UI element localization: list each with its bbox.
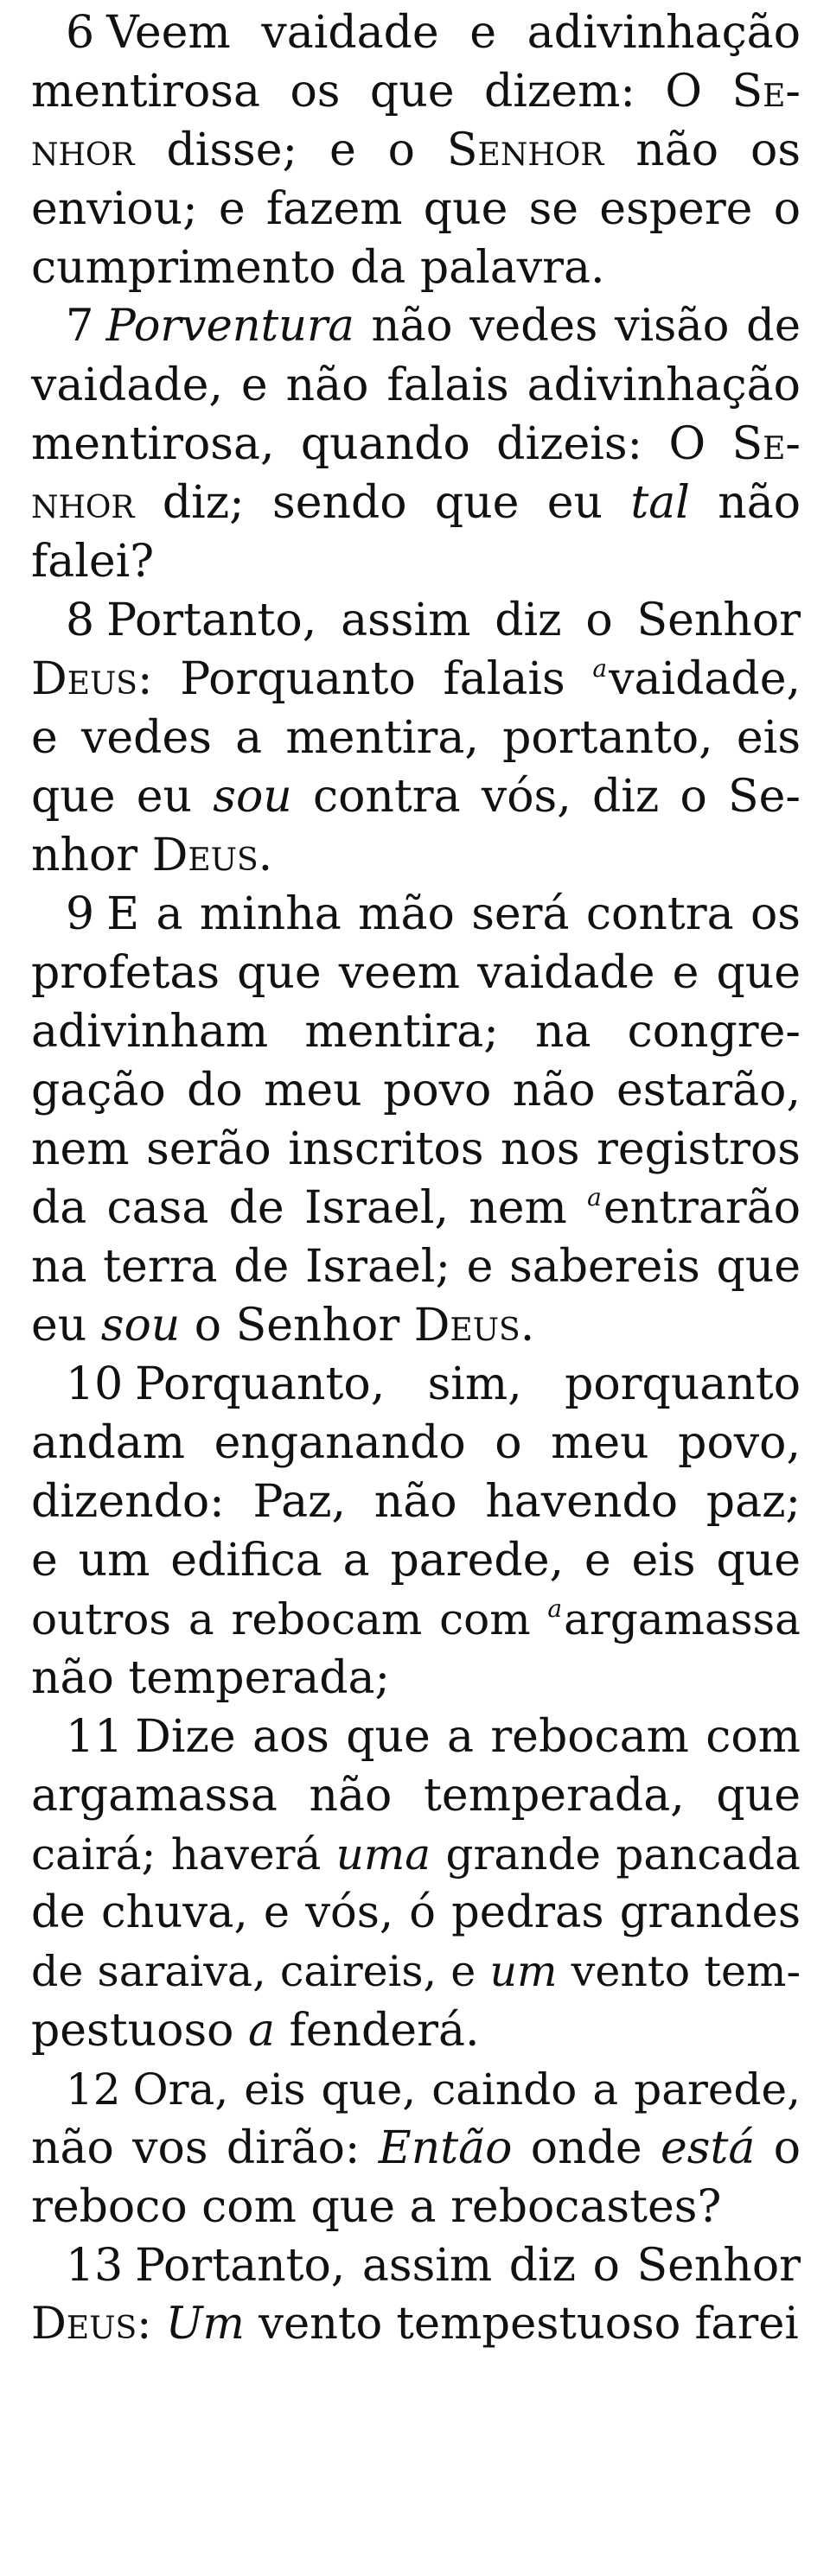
verse-number: 7 [66,301,94,352]
verse-text: não temperada; [31,1652,391,1704]
verse-text: contra vós, diz o Se- [291,771,801,823]
footnote-marker[interactable]: a [547,1594,563,1623]
verse-line [31,1766,801,1825]
verse-text: Senhor [446,124,604,176]
verse-line [31,62,801,121]
verse-text: outros a rebocam com [31,1594,548,1644]
verse-text: eu [31,1300,101,1352]
verse-text: vento tem- [557,1947,801,1996]
verse-text: Se- [731,418,801,470]
verse-line [31,1002,801,1061]
verse-text: sou [100,1300,181,1352]
verse-line [31,1590,801,1649]
verse-line [31,3,801,62]
verse-7 [31,297,801,591]
verse-line [31,1414,801,1472]
verse-13 [31,2236,801,2354]
verse-text: o [755,2122,801,2174]
verse-text: o Senhor [180,1300,414,1352]
verse-text: diz; sendo que eu [134,477,631,529]
footnote-marker[interactable]: a [592,654,608,683]
verse-line [31,1531,801,1590]
verse-line [31,2178,801,2236]
verse-text: dizendo: Paz, não havendo paz; [31,1476,801,1528]
verse-text: pestuoso [31,2005,248,2057]
verse-text: E a minha mão será contra os [106,888,801,940]
verse-text: nhor [31,830,152,881]
verse-line [31,532,801,591]
verse-line [31,591,801,650]
verse-text: não [689,477,801,529]
verse-text: disse; e o [134,124,447,176]
verse-line [31,1708,801,1766]
verse-text: fenderá. [274,2005,480,2057]
verse-text: Portanto, assim diz o Senhor [135,2240,801,2292]
verse-line [31,1061,801,1120]
verse-text: vaidade, [609,653,801,705]
verse-text: cairá; haverá [31,1829,336,1880]
verse-text: grande pancada [431,1829,801,1880]
verse-9 [31,885,801,1355]
verse-line [31,1237,801,1296]
verse-line [31,2001,801,2060]
verse-text: argamassa [564,1594,801,1644]
verse-text: Deus [151,830,259,881]
verse-number: 12 [66,2064,121,2115]
verse-line [31,474,801,532]
verse-text: mentirosa os que dizem: O [31,66,732,118]
verse-text: Um [165,2299,245,2350]
verse-line [31,709,801,767]
verse-line [31,650,801,709]
verse-11 [31,1708,801,2060]
verse-10 [31,1355,801,1708]
verse-text: gação do meu povo não estarão, [31,1065,801,1116]
verse-line [31,1649,801,1708]
verse-text: : Porquanto falais [137,653,593,705]
verse-text: Deus [413,1300,520,1352]
verse-line [31,356,801,415]
verse-text: na terra de Israel; e sabereis que [31,1241,801,1293]
verse-text: cumprimento da palavra. [31,242,605,294]
verse-text: e vedes a mentira, portanto, eis [31,712,801,764]
verse-text: da casa de Israel, nem [31,1182,588,1234]
verse-text: argamassa não temperada, que [31,1770,801,1822]
verse-line [31,180,801,239]
verse-text: nhor [31,124,135,176]
verse-text: . [258,830,273,881]
verse-line [31,415,801,474]
verse-line [31,885,801,944]
verse-line [31,1825,801,1884]
verse-text: nem serão inscritos nos registros [31,1123,801,1175]
verse-text: que eu [31,771,214,823]
verse-text: de saraiva, caireis, e [31,1947,490,1996]
verse-line [31,2119,801,2178]
verse-text: Veem vaidade e adivinhação [106,7,801,59]
verse-line [31,826,801,885]
verse-line [31,121,801,180]
verse-line [31,1355,801,1414]
verse-text: . [520,1300,535,1352]
verse-text: está [661,2122,756,2174]
verse-text: reboco com que a rebocastes? [31,2181,722,2233]
verse-text: Se- [731,66,801,118]
verse-text: profetas que veem vaidade e que [31,947,801,999]
verse-line [31,1472,801,1531]
verse-12 [31,2060,801,2236]
verse-text: adivinham mentira; na congre- [31,1006,801,1058]
verse-text: a [247,2005,275,2057]
verse-text: : [137,2299,166,2350]
verse-text: uma [335,1829,431,1880]
verse-text: entrarão [603,1182,801,1234]
verse-text: Deus [31,653,137,705]
verse-number: 11 [66,1711,124,1763]
verse-text: Então [378,2122,513,2174]
verse-6 [31,3,801,297]
verse-line [31,1179,801,1237]
verse-line [31,767,801,826]
verse-text: falei? [31,536,155,588]
verse-list [31,3,801,2354]
verse-text: Porventura [105,301,354,352]
verse-line [31,239,801,297]
verse-text: nhor [31,477,135,529]
verse-line [31,2295,801,2354]
verse-text: Porquanto, sim, porquanto [135,1358,801,1410]
verse-line [31,944,801,1002]
verse-text: não os [603,124,801,176]
verse-line [31,2236,801,2295]
verse-text: enviou; e fazem que se espere o [31,183,801,235]
verse-8 [31,591,801,885]
verse-line [31,1884,801,1943]
verse-text: tal [630,477,690,529]
verse-text: vento tempestuoso farei [244,2299,799,2350]
verse-text: de chuva, e vós, ó pedras grandes [31,1887,801,1938]
verse-line [31,1296,801,1355]
scripture-page [31,3,801,2354]
verse-text: Ora, eis que, caindo a parede, [132,2064,801,2115]
verse-text: não vos dirão: [31,2122,379,2174]
verse-line [31,297,801,356]
verse-text: e um edifica a parede, e eis que [31,1535,801,1587]
verse-text: Dize aos que a rebocam com [135,1711,801,1763]
verse-text: Portanto, assim diz o Senhor [106,595,801,646]
verse-text: não vedes visão de [354,301,801,352]
verse-text: vaidade, e não falais adivinhação [31,359,801,411]
footnote-marker[interactable]: a [587,1183,602,1212]
verse-number: 9 [66,888,95,940]
verse-line [31,1943,801,2001]
verse-number: 8 [66,595,95,646]
verse-text: mentirosa, quando dizeis: O [31,418,732,470]
verse-line [31,2060,801,2119]
verse-text: sou [213,771,292,823]
verse-text: Deus [31,2299,137,2350]
verse-number: 13 [66,2240,124,2292]
verse-line [31,1120,801,1179]
verse-number: 6 [66,7,95,59]
verse-text: um [489,1947,558,1996]
verse-number: 10 [66,1358,124,1410]
verse-text: onde [512,2122,661,2174]
verse-text: andam enganando o meu povo, [31,1417,801,1469]
